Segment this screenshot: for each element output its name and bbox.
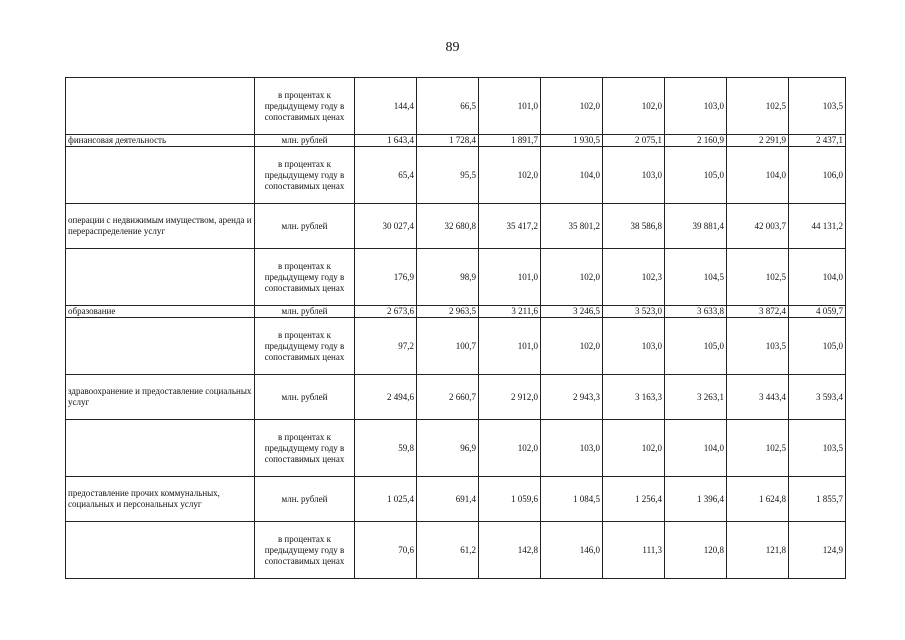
- row-unit: млн. рублей: [255, 375, 355, 420]
- value-cell: 102,0: [541, 318, 603, 375]
- row-unit: млн. рублей: [255, 306, 355, 318]
- row-unit: млн. рублей: [255, 477, 355, 522]
- value-cell: 2 075,1: [603, 135, 665, 147]
- value-cell: 61,2: [417, 522, 479, 579]
- value-cell: 101,0: [479, 78, 541, 135]
- row-indicator-name: [66, 147, 255, 204]
- value-cell: 96,9: [417, 420, 479, 477]
- value-cell: 142,8: [479, 522, 541, 579]
- row-indicator-name: [66, 318, 255, 375]
- value-cell: 42 003,7: [727, 204, 789, 249]
- value-cell: 103,5: [789, 420, 846, 477]
- value-cell: 104,0: [665, 420, 727, 477]
- value-cell: 144,4: [355, 78, 417, 135]
- value-cell: 4 059,7: [789, 306, 846, 318]
- value-cell: 121,8: [727, 522, 789, 579]
- value-cell: 98,9: [417, 249, 479, 306]
- row-indicator-name: предоставление прочих коммунальных, социальных и персональных услуг: [66, 477, 255, 522]
- value-cell: 103,0: [603, 318, 665, 375]
- value-cell: 59,8: [355, 420, 417, 477]
- row-indicator-name: здравоохранение и предоставление социальных услуг: [66, 375, 255, 420]
- row-indicator-name: финансовая деятельность: [66, 135, 255, 147]
- value-cell: 2 494,6: [355, 375, 417, 420]
- value-cell: 44 131,2: [789, 204, 846, 249]
- value-cell: 102,0: [603, 78, 665, 135]
- value-cell: 1 728,4: [417, 135, 479, 147]
- value-cell: 102,5: [727, 78, 789, 135]
- page-number: 89: [445, 40, 460, 55]
- row-unit: в процентах к предыдущему году в сопоставимых ценах: [255, 147, 355, 204]
- row-indicator-name: операции с недвижимым имуществом, аренда и перераспределение услуг: [66, 204, 255, 249]
- economic-indicators-table: [65, 77, 846, 579]
- value-cell: 1 256,4: [603, 477, 665, 522]
- value-cell: 106,0: [789, 147, 846, 204]
- value-cell: 691,4: [417, 477, 479, 522]
- value-cell: 35 801,2: [541, 204, 603, 249]
- value-cell: 102,5: [727, 420, 789, 477]
- value-cell: 104,0: [727, 147, 789, 204]
- value-cell: 1 396,4: [665, 477, 727, 522]
- row-unit: в процентах к предыдущему году в сопоставимых ценах: [255, 78, 355, 135]
- value-cell: 101,0: [479, 249, 541, 306]
- value-cell: 103,0: [541, 420, 603, 477]
- table-row: [66, 477, 846, 522]
- value-cell: 105,0: [665, 318, 727, 375]
- value-cell: 3 593,4: [789, 375, 846, 420]
- value-cell: 35 417,2: [479, 204, 541, 249]
- value-cell: 3 163,3: [603, 375, 665, 420]
- value-cell: 104,0: [541, 147, 603, 204]
- value-cell: 120,8: [665, 522, 727, 579]
- value-cell: 1 059,6: [479, 477, 541, 522]
- value-cell: 102,0: [603, 420, 665, 477]
- value-cell: 30 027,4: [355, 204, 417, 249]
- row-indicator-name: образование: [66, 306, 255, 318]
- value-cell: 3 211,6: [479, 306, 541, 318]
- value-cell: 103,5: [789, 78, 846, 135]
- row-unit: в процентах к предыдущему году в сопоставимых ценах: [255, 522, 355, 579]
- value-cell: 1 025,4: [355, 477, 417, 522]
- value-cell: 103,5: [727, 318, 789, 375]
- table-row: [66, 135, 846, 147]
- value-cell: 2 660,7: [417, 375, 479, 420]
- value-cell: 97,2: [355, 318, 417, 375]
- row-indicator-name: [66, 78, 255, 135]
- value-cell: 1 643,4: [355, 135, 417, 147]
- value-cell: 104,0: [789, 249, 846, 306]
- table-row: [66, 318, 846, 375]
- row-unit: в процентах к предыдущему году в сопоставимых ценах: [255, 420, 355, 477]
- value-cell: 2 912,0: [479, 375, 541, 420]
- table-body: [66, 78, 846, 579]
- table-row: [66, 147, 846, 204]
- value-cell: 3 443,4: [727, 375, 789, 420]
- row-unit: млн. рублей: [255, 135, 355, 147]
- value-cell: 32 680,8: [417, 204, 479, 249]
- value-cell: 1 930,5: [541, 135, 603, 147]
- value-cell: 2 963,5: [417, 306, 479, 318]
- row-unit: в процентах к предыдущему году в сопоставимых ценах: [255, 249, 355, 306]
- value-cell: 102,0: [479, 147, 541, 204]
- row-indicator-name: [66, 522, 255, 579]
- value-cell: 101,0: [479, 318, 541, 375]
- value-cell: 3 633,8: [665, 306, 727, 318]
- value-cell: 111,3: [603, 522, 665, 579]
- table-row: [66, 420, 846, 477]
- table-row: [66, 306, 846, 318]
- row-unit: млн. рублей: [255, 204, 355, 249]
- value-cell: 39 881,4: [665, 204, 727, 249]
- value-cell: 2 943,3: [541, 375, 603, 420]
- row-indicator-name: [66, 420, 255, 477]
- value-cell: 2 673,6: [355, 306, 417, 318]
- value-cell: 102,0: [541, 249, 603, 306]
- value-cell: 176,9: [355, 249, 417, 306]
- value-cell: 105,0: [789, 318, 846, 375]
- table-row: [66, 78, 846, 135]
- value-cell: 1 084,5: [541, 477, 603, 522]
- table-row: [66, 375, 846, 420]
- value-cell: 2 291,9: [727, 135, 789, 147]
- value-cell: 103,0: [665, 78, 727, 135]
- table-row: [66, 249, 846, 306]
- value-cell: 1 855,7: [789, 477, 846, 522]
- value-cell: 38 586,8: [603, 204, 665, 249]
- value-cell: 2 160,9: [665, 135, 727, 147]
- value-cell: 124,9: [789, 522, 846, 579]
- value-cell: 104,5: [665, 249, 727, 306]
- value-cell: 66,5: [417, 78, 479, 135]
- value-cell: 1 891,7: [479, 135, 541, 147]
- value-cell: 70,6: [355, 522, 417, 579]
- value-cell: 3 246,5: [541, 306, 603, 318]
- value-cell: 2 437,1: [789, 135, 846, 147]
- value-cell: 105,0: [665, 147, 727, 204]
- row-unit: в процентах к предыдущему году в сопоставимых ценах: [255, 318, 355, 375]
- value-cell: 95,5: [417, 147, 479, 204]
- value-cell: 103,0: [603, 147, 665, 204]
- value-cell: 102,3: [603, 249, 665, 306]
- value-cell: 102,0: [541, 78, 603, 135]
- value-cell: 65,4: [355, 147, 417, 204]
- value-cell: 3 872,4: [727, 306, 789, 318]
- row-indicator-name: [66, 249, 255, 306]
- value-cell: 102,0: [479, 420, 541, 477]
- value-cell: 3 523,0: [603, 306, 665, 318]
- value-cell: 1 624,8: [727, 477, 789, 522]
- value-cell: 100,7: [417, 318, 479, 375]
- table-row: [66, 522, 846, 579]
- value-cell: 3 263,1: [665, 375, 727, 420]
- value-cell: 102,5: [727, 249, 789, 306]
- value-cell: 146,0: [541, 522, 603, 579]
- table-row: [66, 204, 846, 249]
